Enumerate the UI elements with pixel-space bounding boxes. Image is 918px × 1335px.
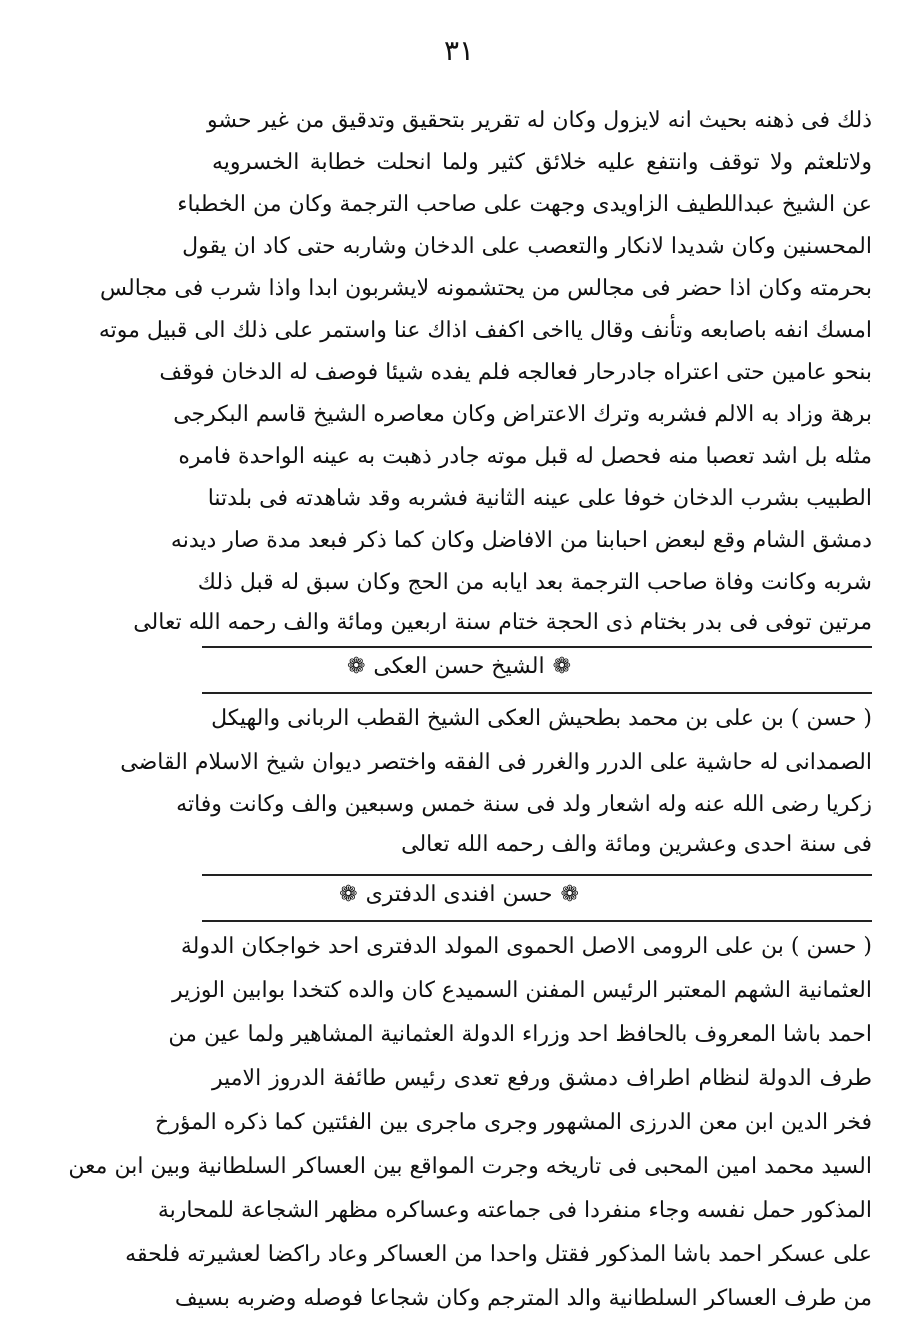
section-heading: [0, 878, 918, 912]
section-divider: [202, 920, 872, 922]
section-heading: [0, 650, 918, 684]
text-line: شربه وكانت وفاة صاحب الترجمة بعد ايابه من الحج وكان سبق له قبل ذلك: [197, 570, 872, 595]
text-line: عن الشيخ عبداللطيف الزاويدى وجهت على صاحب الترجمة وكان من الخطباء: [177, 192, 872, 217]
text-line: فخر الدين ابن معن الدرزى المشهور وجرى ماجرى بين الفئتين كما ذكره المؤرخ: [155, 1110, 872, 1135]
flower-ornament-icon: ❁: [339, 882, 358, 907]
text-line: احمد باشا المعروف بالحافظ احد وزراء الدولة العثمانية المشاهير ولما عين من: [168, 1022, 872, 1047]
text-line: فى سنة احدى وعشرين ومائة والف رحمه الله تعالى: [401, 832, 872, 857]
text-line: العثمانية الشهم المعتبر الرئيس المفنن السميدع كان والده كتخدا بوابين الوزير: [171, 978, 872, 1003]
text-line: امسك انفه باصابعه وتأنف وقال يااخى اكفف اذاك عنا واستمر على ذلك الى قبيل موته: [98, 318, 872, 343]
text-line: مثله بل اشد تعصبا منه فحصل له قبل موته جادر ذهبت به عينه الواحدة فامره: [178, 444, 872, 469]
heading-title: حسن افندى الدفترى: [365, 882, 553, 907]
text-line: برهة وزاد به الالم فشربه وترك الاعتراض وكان معاصره الشيخ قاسم البكرجى: [173, 402, 872, 427]
section-divider: [202, 692, 872, 694]
text-line: بحرمته وكان اذا حضر فى مجالس من يحتشمونه لايشربون ابدا واذا شرب فى مجالس: [100, 276, 872, 301]
text-line: ( حسن ) بن على الرومى الاصل الحموى المولد الدفترى احد خواجكان الدولة: [180, 934, 872, 959]
text-line: مرتين توفى فى بدر بختام ذى الحجة ختام سنة اربعين ومائة والف رحمه الله تعالى: [133, 610, 872, 635]
text-line: السيد محمد امين المحبى فى تاريخه وجرت المواقع بين العساكر السلطانية وبين ابن معن: [68, 1154, 872, 1179]
text-line: ذلك فى ذهنه بحيث انه لايزول وكان له تقرير بتحقيق وتدقيق من غير حشو: [206, 108, 872, 133]
section-divider: [202, 646, 872, 648]
text-line: ولاتلعثم ولا توقف وانتفع عليه خلائق كثير ولما انحلت خطابة الخسرويه: [212, 150, 872, 175]
text-line: ( حسن ) بن على بن محمد بطحيش العكى الشيخ القطب الربانى والهيكل: [211, 706, 872, 731]
flower-ornament-icon: ❁: [560, 882, 579, 907]
heading-title: الشيخ حسن العكى: [373, 654, 545, 679]
flower-ornament-icon: ❁: [552, 654, 572, 679]
text-line: من طرف العساكر السلطانية والد المترجم وكان شجاعا فوصله وضربه بسيف: [174, 1286, 872, 1311]
text-line: زكريا رضى الله عنه وله اشعار ولد فى سنة خمس وسبعين والف وكانت وفاته: [176, 792, 872, 817]
text-line: دمشق الشام وقع لبعض احبابنا من الافاضل وكان كما ذكر فبعد مدة صار ديدنه: [170, 528, 872, 553]
text-line: المحسنين وكان شديدا لانكار والتعصب على الدخان وشاربه حتى كاد ان يقول: [182, 234, 872, 259]
section-divider: [202, 874, 872, 876]
page-number: ٣١: [443, 34, 475, 67]
text-line: على عسكر احمد باشا المذكور فقتل واحدا من العساكر وعاد راكضا لعشيرته فلحقه: [125, 1242, 872, 1267]
text-line: الطبيب بشرب الدخان خوفا على عينه الثانية فشربه وقد شاهدته فى بلدتنا: [207, 486, 872, 511]
text-line: طرف الدولة لنظام اطراف دمشق ورفع تعدى رئيس طائفة الدروز الامير: [212, 1066, 872, 1091]
text-line: الصمدانى له حاشية على الدرر والغرر فى الفقه واختصر ديوان شيخ الاسلام القاضى: [120, 750, 872, 775]
text-line: بنحو عامين حتى اعتراه جادرحار فعالجه فلم يفده شيئا فوصف له الدخان فوقف: [159, 360, 872, 385]
text-line: المذكور حمل نفسه وجاء منفردا فى جماعته وعساكره مظهر الشجاعة للمحاربة: [157, 1198, 872, 1223]
flower-ornament-icon: ❁: [346, 654, 366, 679]
